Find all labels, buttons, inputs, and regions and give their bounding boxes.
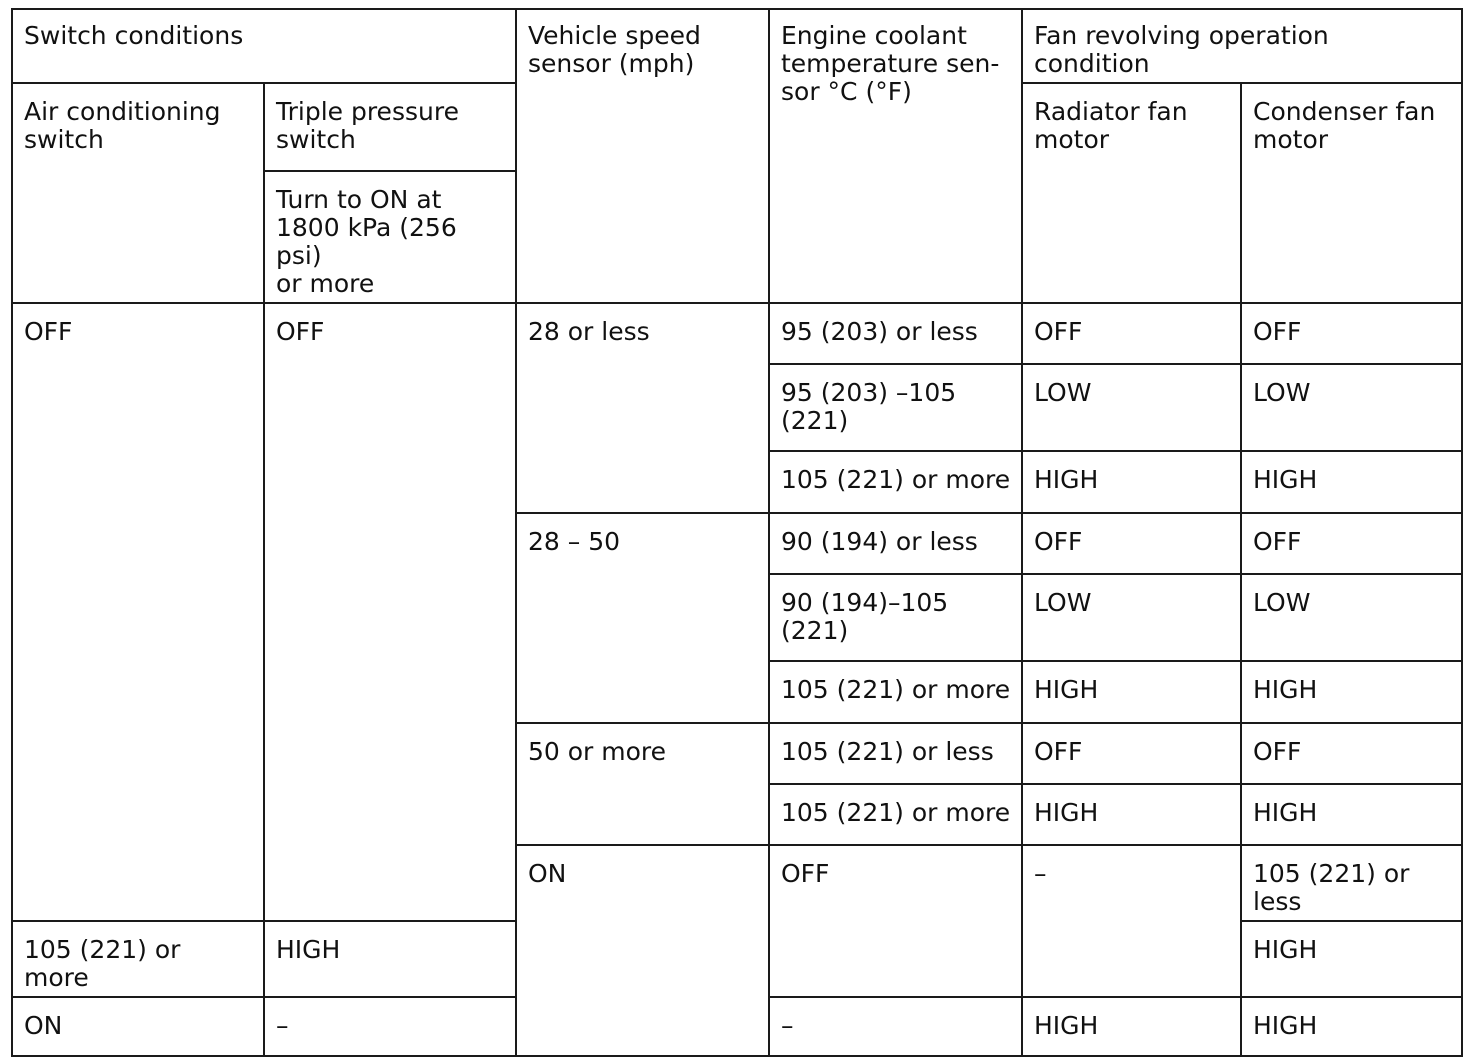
coolant-temp-cell: 90 (194) or less [769,513,1022,574]
coolant-temp-cell: 90 (194)–105 (221) [769,574,1022,661]
condenser-fan-cell: OFF [1241,513,1462,574]
header-ac-switch: Air conditioning switch [12,83,264,303]
radiator-fan-cell: HIGH [1022,784,1241,845]
header-triple-pressure: Triple pressure switch [264,83,516,171]
header-radiator-fan: Radiator fan motor [1022,83,1241,303]
condenser-fan-cell: LOW [1241,364,1462,451]
ac-switch-on-cell: ON [516,845,769,1056]
radiator-fan-cell: OFF [1022,513,1241,574]
radiator-fan-cell: HIGH [264,921,516,997]
header-vehicle-speed: Vehicle speed sensor (mph) [516,9,769,303]
condenser-fan-cell: LOW [1241,574,1462,661]
triple-pressure-off-cell: OFF [769,845,1022,997]
coolant-temp-cell: 95 (203) –105 (221) [769,364,1022,451]
header-triple-pressure-note: Turn to ON at 1800 kPa (256 psi) or more [264,171,516,303]
header-condenser-fan: Condenser fan motor [1241,83,1462,303]
radiator-fan-cell: LOW [1022,364,1241,451]
condenser-fan-cell: OFF [1241,303,1462,364]
speed-28-50-cell: 28 – 50 [516,513,769,723]
condenser-fan-cell: OFF [1241,723,1462,784]
coolant-temp-cell: 105 (221) or more [769,784,1022,845]
radiator-fan-cell: HIGH [1022,997,1241,1056]
header-coolant-temp: Engine coolant temperature sen- sor °C (°F) [769,9,1022,303]
coolant-temp-cell: 95 (203) or less [769,303,1022,364]
radiator-fan-cell: HIGH [1022,451,1241,513]
triple-pressure-off-cell: OFF [264,303,516,921]
condenser-fan-cell: HIGH [1241,451,1462,513]
ac-switch-off-cell: OFF [12,303,264,921]
speed-28-or-less-cell: 28 or less [516,303,769,513]
coolant-temp-cell: 105 (221) or more [12,921,264,997]
condenser-fan-cell: HIGH [1241,997,1462,1056]
radiator-fan-cell: OFF [1022,723,1241,784]
coolant-temp-cell: – [769,997,1022,1056]
triple-pressure-on-cell: ON [12,997,264,1056]
radiator-fan-cell: LOW [1022,574,1241,661]
coolant-temp-cell: 105 (221) or more [769,661,1022,723]
condenser-fan-cell: HIGH [1241,921,1462,997]
header-switch-conditions: Switch conditions [12,9,516,83]
speed-dash-cell: – [1022,845,1241,997]
speed-50-or-more-cell: 50 or more [516,723,769,845]
header-fan-condition: Fan revolving operation condition [1022,9,1462,83]
fan-operation-table [11,8,1463,1057]
condenser-fan-cell: HIGH [1241,784,1462,845]
condenser-fan-cell: HIGH [1241,661,1462,723]
radiator-fan-cell: OFF [1022,303,1241,364]
coolant-temp-cell: 105 (221) or more [769,451,1022,513]
table-row [12,303,1462,364]
coolant-temp-cell: 105 (221) or less [1241,845,1462,921]
radiator-fan-cell: HIGH [1022,661,1241,723]
speed-dash-cell: – [264,997,516,1056]
coolant-temp-cell: 105 (221) or less [769,723,1022,784]
